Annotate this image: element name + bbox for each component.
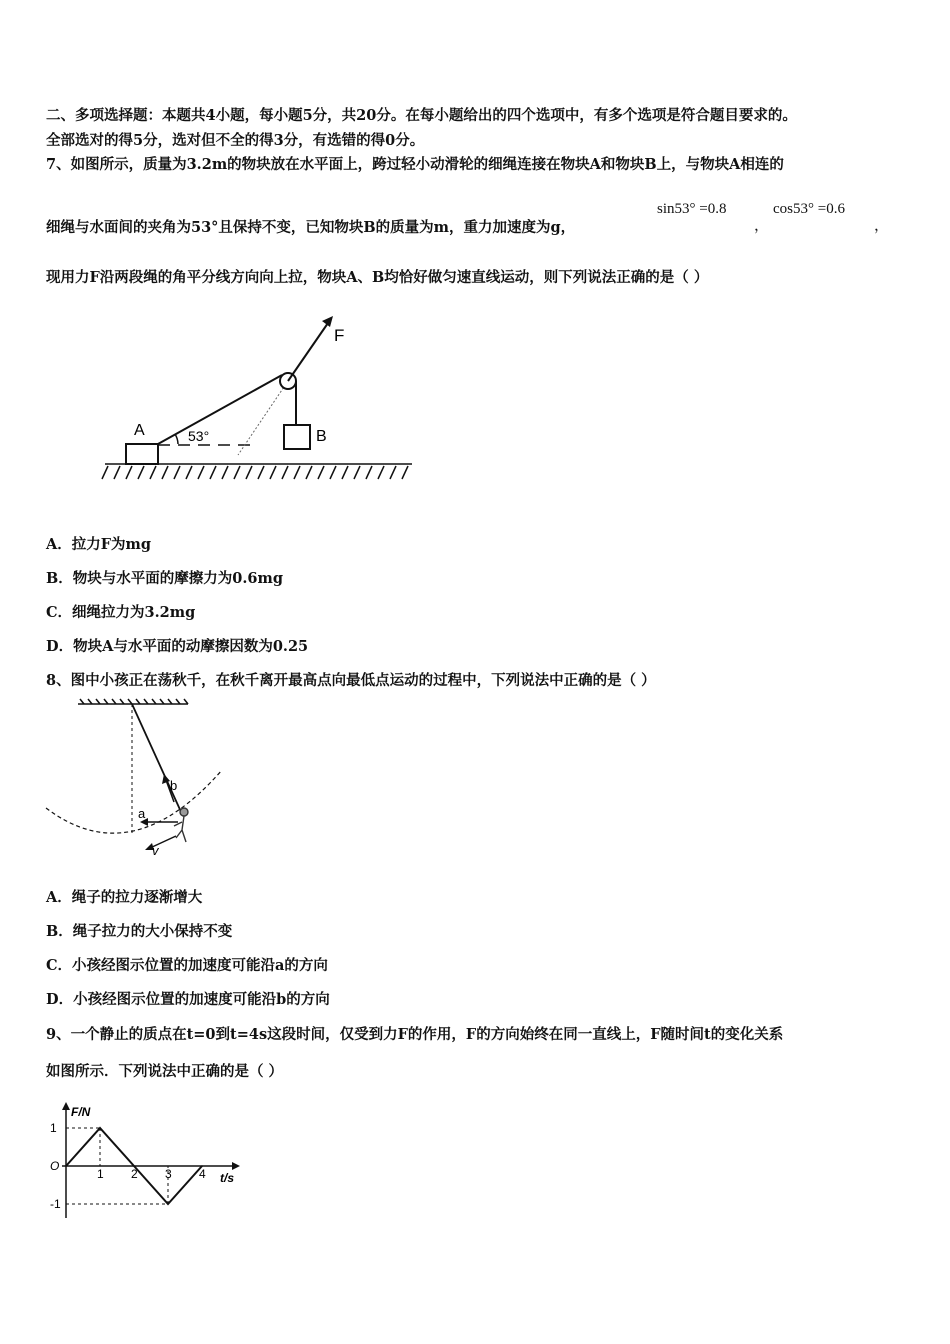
q7-end-comma: ，	[874, 218, 890, 234]
q8-option-b: B．绳子拉力的大小保持不变	[46, 923, 233, 940]
q9-chart	[40, 1100, 250, 1225]
q7-text-line2: 细绳与水面间的夹角为53°且保持不变，已知物块B的质量为m，重力加速度为g，	[46, 219, 576, 236]
section-scoring: 全部选对的得5分，选对但不全的得3分，有选错的得0分。	[46, 132, 425, 149]
q8-option-a: A．绳子的拉力逐渐增大	[46, 889, 203, 906]
swing-rope	[132, 704, 182, 814]
section-heading: 二、多项选择题：本题共4小题，每小题5分，共20分。在每小题给出的四个选项中，有多个选项是符合题目要求的。	[46, 107, 797, 124]
q7-option-c: C．细绳拉力为3.2mg	[46, 604, 196, 621]
y-axis-arrowhead	[62, 1102, 70, 1110]
label-b: B	[316, 428, 327, 445]
q9-text-line2: 如图所示．下列说法中正确的是（ ）	[46, 1063, 284, 1080]
force-arrow	[288, 323, 328, 381]
ceiling	[78, 699, 188, 704]
x-tick-label-3: 3	[165, 1167, 172, 1181]
label-a: A	[134, 422, 145, 439]
x-axis-label: t/s	[220, 1171, 235, 1185]
angle-label: 53°	[188, 428, 210, 444]
data-point-0	[65, 1165, 67, 1167]
block-a	[126, 444, 158, 464]
q8-figure	[44, 698, 224, 858]
q7-option-d: D．物块A与水平面的动摩擦因数为0.25	[46, 638, 309, 655]
q7-option-b: B．物块与水平面的摩擦力为0.6mg	[46, 570, 283, 587]
q8-option-d: D．小孩经图示位置的加速度可能沿b的方向	[46, 991, 330, 1008]
swing-arc	[46, 770, 222, 833]
x-tick-label-2: 2	[131, 1167, 138, 1181]
child-figure	[174, 808, 188, 842]
x-axis-arrowhead	[232, 1162, 240, 1170]
q7-sin-formula: sin53° =0.8	[657, 201, 727, 217]
y-tick-label-1: O	[50, 1159, 60, 1173]
x-tick-label-1: 1	[97, 1167, 104, 1181]
rope-a	[158, 375, 282, 444]
y-tick-label-2: -1	[50, 1197, 61, 1211]
q7-figure	[100, 305, 420, 490]
q7-separator: ，	[754, 218, 770, 234]
dashed-bisector	[238, 381, 288, 455]
arrow-b-head	[162, 774, 170, 784]
angle-arc	[175, 434, 178, 444]
q9-text-line1: 9、一个静止的质点在t=0到t=4s这段时间，仅受到力F的作用，F的方向始终在同一直线上，F随时间t的变化关系	[46, 1026, 784, 1043]
y-axis-label: F/N	[71, 1105, 91, 1119]
data-point-1	[99, 1127, 101, 1129]
label-a: a	[138, 806, 146, 821]
data-point-3	[167, 1203, 169, 1205]
y-tick-label-0: 1	[50, 1121, 57, 1135]
block-b	[284, 425, 310, 449]
x-tick-label-4: 4	[199, 1167, 206, 1181]
q7-text-line3: 现用力F沿两段绳的角平分线方向向上拉，物块A、B均恰好做匀速直线运动，则下列说法正确的是（ ）	[46, 269, 709, 286]
q8-option-c: C．小孩经图示位置的加速度可能沿a的方向	[46, 957, 328, 974]
q7-cos-formula: cos53° =0.6	[773, 201, 845, 217]
ground-hatching	[102, 464, 412, 479]
q7-text-line1: 7、如图所示，质量为3.2m的物块放在水平面上，跨过轻小动滑轮的细绳连接在物块A和物块B上，与物块A相连的	[46, 156, 784, 173]
label-f: F	[334, 326, 345, 345]
label-v: v	[152, 843, 159, 858]
label-b: b	[170, 778, 178, 793]
q7-option-a: A．拉力F为mg	[46, 536, 152, 553]
q8-text: 8、图中小孩正在荡秋千，在秋千离开最高点向最低点运动的过程中，下列说法中正确的是（ ）	[46, 672, 656, 689]
